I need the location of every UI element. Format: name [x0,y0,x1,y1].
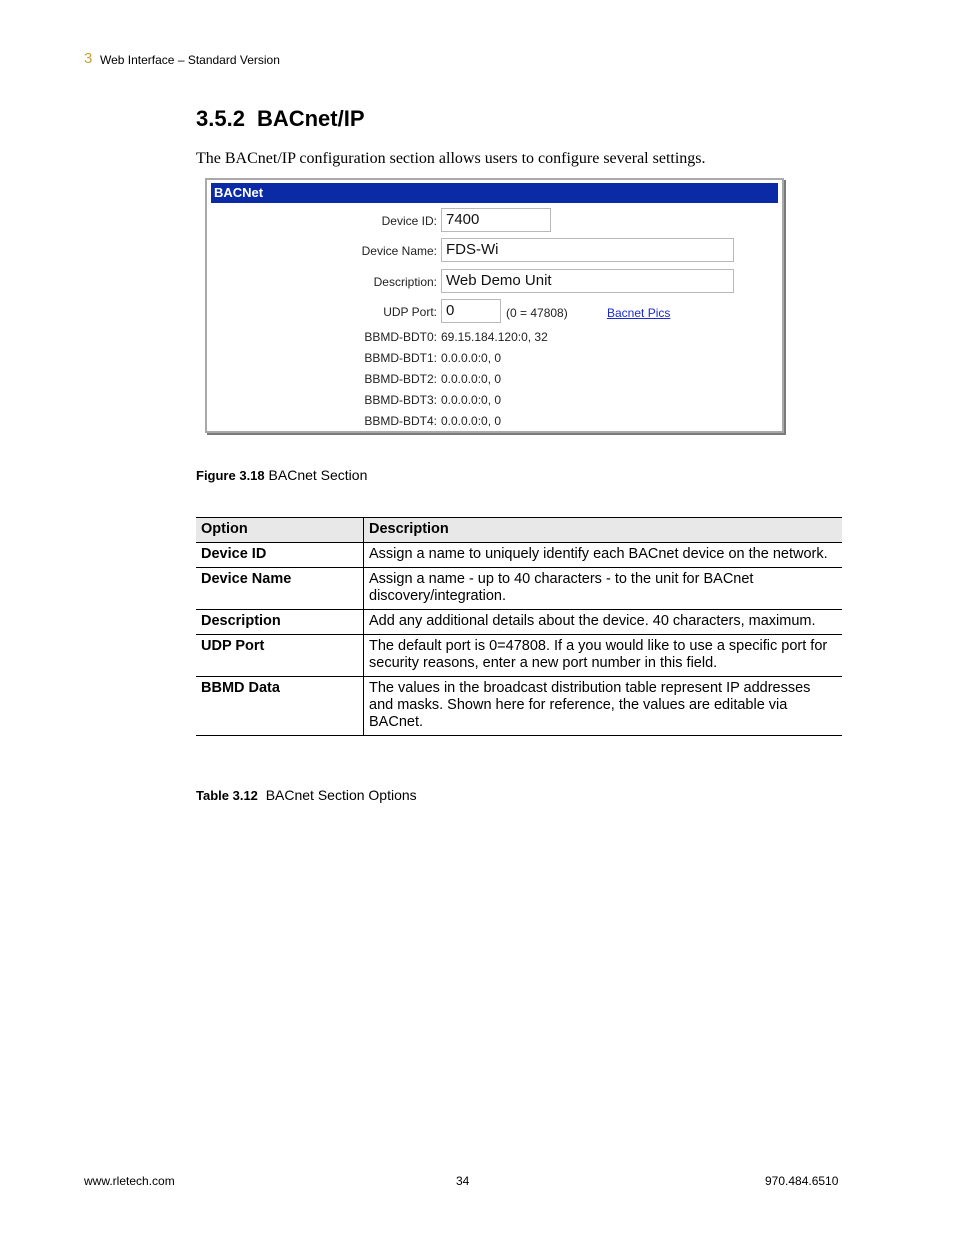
table-caption-label: Table 3.12 [196,788,258,803]
table-row [196,677,842,736]
bbmd-label: BBMD-BDT2: [364,372,437,386]
table-row [196,635,842,677]
table-row [196,543,842,568]
section-title: BACnet/IP [256,106,365,131]
option-cell: Device Name [196,568,364,610]
bbmd-label: BBMD-BDT1: [364,351,437,365]
table-caption [196,787,417,803]
bbmd-value: 69.15.184.120:0, 32 [441,330,548,344]
description-cell: The values in the broadcast distribution table represent IP addresses and masks. Shown here for reference, the values are editable via BACnet. [364,677,843,736]
udp-port-input[interactable]: 0 [441,299,501,323]
description-cell: Add any additional details about the device. 40 characters, maximum. [364,610,843,635]
bacnet-panel-figure [205,178,784,433]
bacnet-pics-link[interactable]: Bacnet Pics [607,306,671,320]
table-header-row [196,518,842,543]
column-header: Description [364,518,843,543]
chapter-number: 3 [84,50,93,67]
table-row [196,610,842,635]
bbmd-label: BBMD-BDT3: [364,393,437,407]
footer-website: www.rletech.com [84,1174,175,1188]
section-number: 3.5.2 [196,106,245,131]
column-header: Option [196,518,364,543]
description-cell: Assign a name - up to 40 characters - to the unit for BACnet discovery/integration. [364,568,843,610]
description-label: Description: [373,275,437,289]
bbmd-value: 0.0.0.0:0, 0 [441,414,502,428]
device-id-input[interactable]: 7400 [441,208,551,232]
option-cell: Description [196,610,364,635]
bbmd-label: BBMD-BDT0: [364,330,437,344]
device-name-input[interactable]: FDS-Wi [441,238,734,262]
figure-caption-label: Figure 3.18 [196,468,265,483]
option-cell: BBMD Data [196,677,364,736]
description-cell: Assign a name to uniquely identify each BACnet device on the network. [364,543,843,568]
figure-caption-text: BACnet Section [268,467,368,483]
option-cell: UDP Port [196,635,364,677]
page-number: 34 [456,1174,470,1188]
option-cell: Device ID [196,543,364,568]
device-name-label: Device Name: [361,244,437,258]
bbmd-value: 0.0.0.0:0, 0 [441,351,502,365]
table-row [196,568,842,610]
section-heading [196,106,365,132]
panel-title-bar: BACNet [211,183,778,203]
bbmd-value: 0.0.0.0:0, 0 [441,372,502,386]
chapter-title: Web Interface – Standard Version [100,53,280,67]
device-id-label: Device ID: [381,214,437,228]
description-cell: The default port is 0=47808. If a you would like to use a specific port for security reasons, enter a new port number in this field. [364,635,843,677]
bbmd-value: 0.0.0.0:0, 0 [441,393,502,407]
options-table [196,517,842,736]
udp-port-default-note: (0 = 47808) [506,306,568,320]
intro-paragraph: The BACnet/IP configuration section allows users to configure several settings. [196,150,706,167]
figure-caption [196,467,367,483]
description-input[interactable]: Web Demo Unit [441,269,734,293]
udp-port-label: UDP Port: [383,305,437,319]
footer-phone: 970.484.6510 [765,1174,839,1188]
table-caption-text: BACnet Section Options [265,787,417,803]
bbmd-label: BBMD-BDT4: [364,414,437,428]
